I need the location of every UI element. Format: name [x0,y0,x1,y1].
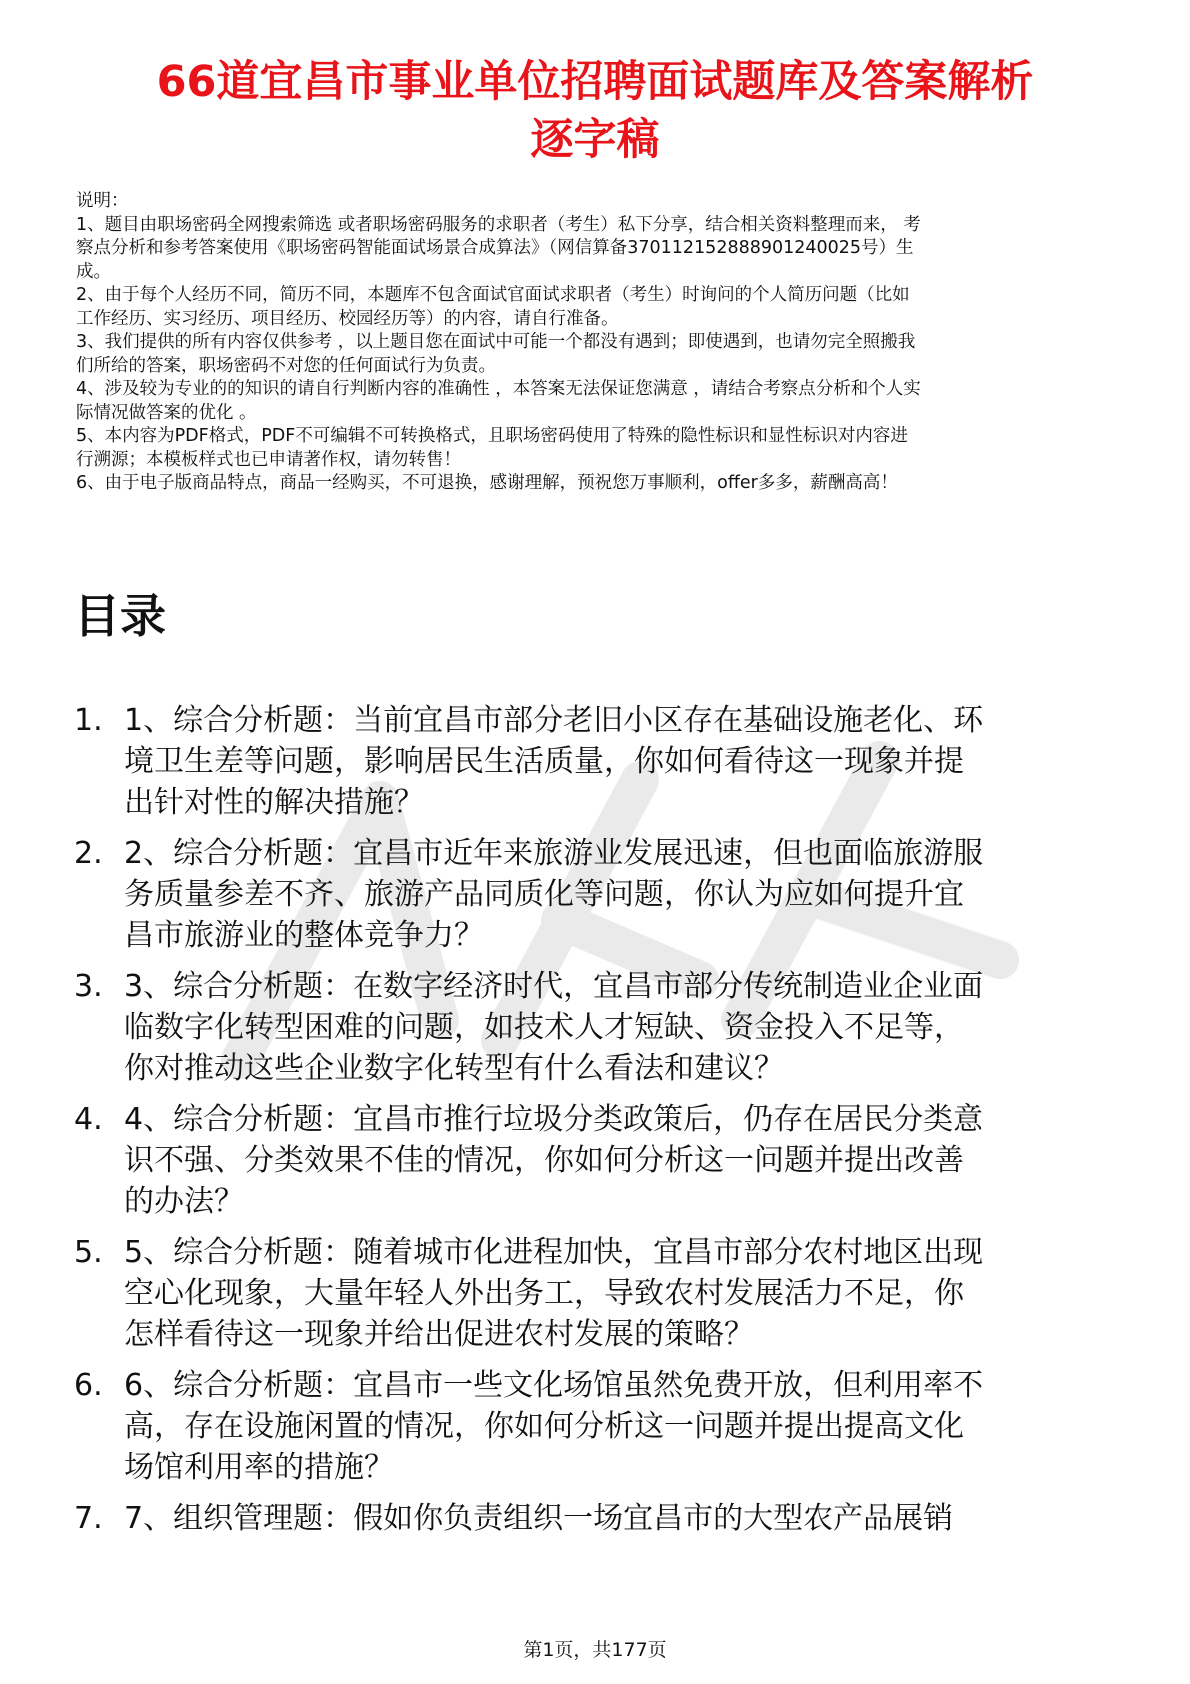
note-line: 4、涉及较为专业的的知识的请自行判断内容的准确性 ，本答案无法保证您满意 ，请结合考察点分析和个人实 [76,379,921,399]
toc-item-line: 空心化现象，大量年轻人外出务工，导致农村发展活力不足，你 [124,1276,964,1311]
toc-item-number: 6. [74,1368,103,1403]
note-line: 6、由于电子版商品特点，商品一经购买，不可退换，感谢理解，预祝您万事顺利，offer多多，薪酬高高！ [76,473,898,493]
note-line: 2、由于每个人经历不同，简历不同，本题库不包含面试官面试求职者（考生）时询问的个人简历问题（比如 [76,285,910,305]
note-line: 1、题目由职场密码全网搜索筛选 或者职场密码服务的求职者（考生）私下分享，结合相关资料整理而来， 考 [76,214,921,235]
note-line: 际情况做答案的优化 。 [76,402,257,423]
note-line: 察点分析和参考答案使用《职场密码智能面试场景合成算法》（网信算备370112152888901240025号）生 [76,238,914,258]
toc-item-line: 识不强、分类效果不佳的情况，你如何分析这一问题并提出改善 [124,1143,964,1178]
note-line: 成。 [76,261,111,282]
toc-item-line: 高，存在设施闲置的情况，你如何分析这一问题并提出提高文化 [124,1409,964,1444]
note-line: 行溯源；本模板样式也已申请著作权，请勿转售！ [76,449,461,470]
document-title-line-2: 逐字稿 [530,115,660,165]
toc-item-line: 的办法？ [124,1184,244,1219]
toc-item-line: 4、综合分析题：宜昌市推行垃圾分类政策后，仍存在居民分类意 [124,1102,984,1137]
toc-item-line: 5、综合分析题：随着城市化进程加快，宜昌市部分农村地区出现 [124,1235,984,1270]
note-line: 3、我们提供的所有内容仅供参考 ，以上题目您在面试中可能一个都没有遇到；即使遇到，也请勿完全照搬我 [76,332,916,352]
toc-item-number: 4. [74,1102,103,1137]
toc-item-line: 3、综合分析题：在数字经济时代，宜昌市部分传统制造业企业面 [124,969,984,1004]
toc-item-number: 3. [74,969,103,1004]
note-line: 工作经历、实习经历、项目经历、校园经历等）的内容，请自行准备。 [76,308,619,329]
toc-item-line: 2、综合分析题：宜昌市近年来旅游业发展迅速，但也面临旅游服 [124,836,984,871]
toc-item-line: 出针对性的解决措施？ [124,785,424,820]
toc-item-line: 7、组织管理题：假如你负责组织一场宜昌市的大型农产品展销 [124,1501,954,1536]
notes-section [76,190,1126,496]
toc-heading: 目录 [74,589,166,643]
toc-item-line: 1、综合分析题：当前宜昌市部分老旧小区存在基础设施老化、环 [124,703,984,738]
toc-item-number: 2. [74,836,103,871]
toc-item-line: 境卫生差等问题，影响居民生活质量，你如何看待这一现象并提 [124,744,964,779]
toc-item-number: 1. [74,703,103,738]
toc-item-line: 你对推动这些企业数字化转型有什么看法和建议？ [124,1051,784,1086]
document-title-line-1: 66道宜昌市事业单位招聘面试题库及答案解析 [156,57,1034,107]
toc-item-line: 6、综合分析题：宜昌市一些文化场馆虽然免费开放，但利用率不 [124,1368,984,1403]
toc-item-number: 7. [74,1501,103,1536]
toc-item-text [124,833,1134,956]
toc-item-text [124,966,1134,1089]
note-line: 们所给的答案，职场密码不对您的任何面试行为负责。 [76,355,496,376]
toc-item-text [124,1099,1134,1222]
toc-item-text [124,1498,1134,1539]
toc-item-text [124,700,1134,823]
toc-item-text [124,1232,1134,1355]
toc-item-line: 怎样看待这一现象并给出促进农村发展的策略？ [124,1317,754,1352]
page-number: 第1页，共177页 [523,1639,667,1661]
toc-item-line: 临数字化转型困难的问题，如技术人才短缺、资金投入不足等， [124,1010,964,1045]
note-line: 5、本内容为PDF格式，PDF不可编辑不可转换格式，且职场密码使用了特殊的隐性标识和显性标识对内容进 [76,426,908,446]
notes-heading: 说明： [76,191,129,211]
toc-item-number: 5. [74,1235,103,1270]
toc-item-line: 务质量参差不齐、旅游产品同质化等问题，你认为应如何提升宜 [124,877,964,912]
toc-item-line: 昌市旅游业的整体竞争力？ [124,918,484,953]
toc-item-line: 场馆利用率的措施？ [124,1450,394,1485]
toc-item-text [124,1365,1134,1488]
